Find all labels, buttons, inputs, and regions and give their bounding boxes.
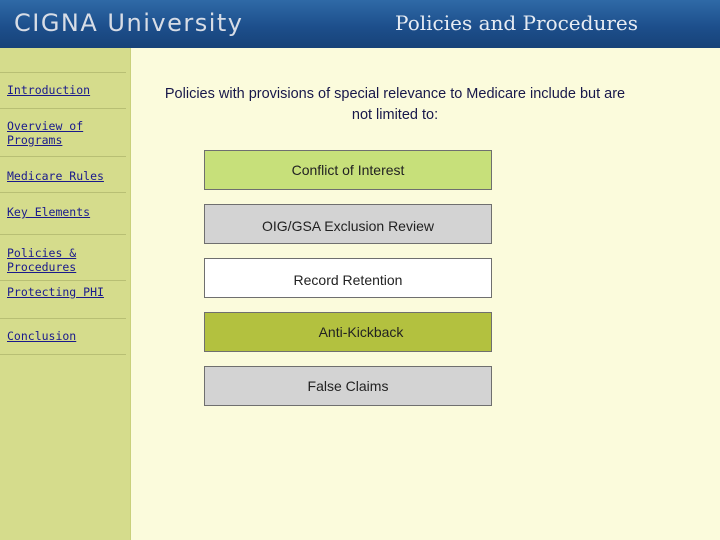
intro-text: Policies with provisions of special relevance to Medicare include but are not limited to: [164, 86, 626, 123]
policy-label: False Claims [307, 378, 389, 394]
sidebar-item-key-elements [0, 192, 126, 235]
policy-box-conflict-of-interest[interactable] [204, 150, 492, 190]
sidebar-item-policies-procedures [0, 234, 126, 281]
sidebar-link-introduction[interactable]: Introduction [7, 83, 91, 97]
sidebar-item-protecting-phi [0, 280, 126, 319]
sidebar-link-key-elements[interactable]: Key Elements [7, 205, 91, 219]
sidebar-link-protecting-phi[interactable]: Protecting PHI [7, 285, 104, 299]
policy-label: OIG/GSA Exclusion Review [262, 218, 434, 234]
sidebar-item-medicare-rules [0, 156, 126, 193]
sidebar [0, 48, 131, 540]
policy-label: Anti-Kickback [318, 324, 404, 340]
header-bar [0, 0, 720, 48]
policy-label: Record Retention [293, 272, 403, 288]
sidebar-link-overview-of-programs[interactable]: Overview of Programs [7, 119, 84, 147]
page-title: Policies and Procedures [395, 11, 638, 35]
cigna-university-logo: CIGNA University [14, 9, 244, 37]
sidebar-item-introduction [0, 72, 126, 109]
policy-box-false-claims[interactable] [204, 366, 492, 406]
policy-box-record-retention[interactable] [204, 258, 492, 298]
policy-box-anti-kickback[interactable] [204, 312, 492, 352]
policy-box-oig-gsa-exclusion-review[interactable] [204, 204, 492, 244]
policy-label: Conflict of Interest [291, 162, 405, 178]
sidebar-link-medicare-rules[interactable]: Medicare Rules [7, 169, 104, 183]
sidebar-item-overview-of-programs [0, 108, 126, 157]
sidebar-link-conclusion[interactable]: Conclusion [7, 329, 77, 343]
sidebar-link-policies-procedures[interactable]: Policies & Procedures [7, 246, 77, 274]
sidebar-item-conclusion [0, 318, 126, 355]
